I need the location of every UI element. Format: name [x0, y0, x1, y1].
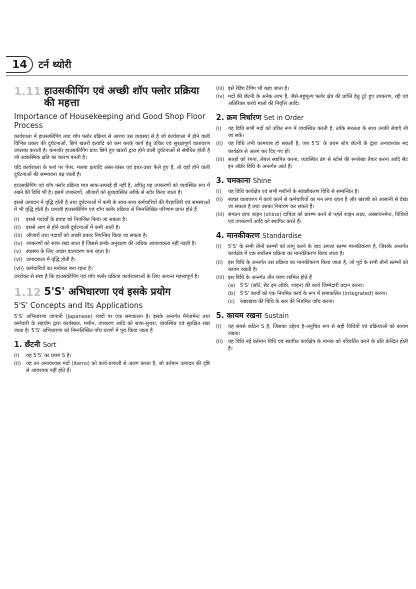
list-item	[216, 260, 408, 274]
section-title-hindi: हाउसकीपिंग एवं अच्छी शॉप फ्लोर प्रक्रिया की महत्ता	[44, 86, 200, 109]
section-heading-1-12	[14, 287, 210, 299]
list-text: स्वच्छ वातावरण में कार्य करने से कर्मचारियों का मन लगा रहता है और खराबी को आसानी से देखा जा सकता है तथा उसका निवारण कर सकते हैं।	[228, 196, 408, 211]
list-marker: (i)	[14, 352, 20, 359]
subheading-standardise	[216, 231, 408, 241]
subheading-hindi: 4. मानकीकरण	[216, 231, 260, 241]
list-text: यह उन अनावश्यक मदों (items) को कार्य-प्रणाली से अलग करता है, जो वर्तमान उत्पादन की दृष्टि से आवश्यक नहीं होते हैं।	[26, 361, 210, 375]
list-text: कर्मचारियों का मनोबल बना रहता है।	[26, 265, 93, 272]
list-marker: (iii)	[14, 233, 23, 240]
list-marker: (i)	[216, 126, 222, 133]
paragraph: उपरोक्त से स्पष्ट है कि हाउसकीपिंग एवं शॉप फ्लोर प्रक्रिया कार्यशालाओं के लिए अत्यन्त महत्त्वपूर्ण है।	[14, 273, 200, 280]
list-marker: (ii)	[216, 259, 223, 266]
list-item	[216, 86, 408, 93]
section-title-hindi: 5'S' अभिधारणा एवं इसके प्रयोग	[44, 286, 171, 298]
subheading-shine	[216, 176, 408, 186]
list-marker: (ii)	[216, 339, 223, 346]
sub-list-item	[216, 283, 408, 290]
list-item	[216, 157, 408, 171]
paragraph: इससे उत्पादन में वृद्धि होती है तथा दुर्घटनाओं में कमी के साथ-साथ कर्मचारियों की गैरहाजिरी एवं समस्याओं में भी वृद्धि होती है। प्रभावी हाउसकीपिंग एवं शॉप फ्लोर प्रक्रिया से निम्नलिखित परिणाम प्राप्त होते हैं	[14, 199, 210, 213]
list-text: इससे पदार्थों के प्रवाह को नियन्त्रित किया जा सकता है।	[26, 216, 127, 223]
list-marker: (ii)	[216, 196, 223, 203]
list-text: 5'S' (सॉर्ट, सैट इन ऑर्डर, शाइन) की कार्य जिम्मेदारी प्रदान करना।	[240, 282, 364, 289]
list-text: संगठन प्रायः शाइन (shine) दायित्व को प्रारम्भ करने से पहले शाइन लक्ष्य, अस्सायनमेन्ट, विधियों एवं उपकरणों आदि को स्थापित करते हैं।	[228, 212, 408, 226]
list-item	[216, 339, 408, 353]
subheading-hindi: 3. चमकाना	[216, 175, 251, 185]
list-item	[14, 225, 210, 232]
list-marker: (ii)	[14, 361, 21, 368]
list-marker: (c)	[228, 298, 235, 305]
subheading-english: Set in Order	[263, 114, 304, 123]
list-item	[14, 233, 210, 240]
list-marker: (iii)	[216, 156, 225, 163]
list-text: सतहों को रंगना, लेबल स्थापित करना, व्यवस्थित ढंग से स्टोर्स की रूपरेखा तैयार करना आदि सैट इन ऑर्डर विधि के अन्तर्गत आते हैं।	[228, 156, 408, 170]
list-marker: (ii)	[14, 225, 21, 232]
list-text: यह विधि सभी मदों को उचित रूप में व्यवस्थित करती है, ताकि सरलता के साथ उनकी सेवाएँ ली जा सकें।	[228, 126, 408, 140]
list-item	[14, 241, 210, 248]
subheading-english: Sort	[42, 340, 57, 349]
section-title-english: Importance of Housekeeping and Good Shop Floor Process	[14, 112, 206, 130]
list-item	[14, 353, 210, 360]
paragraph: कार्यशाला में हाउसकीपिंग तथा शॉप फ्लोर प्रक्रिया से आशय उस व्यवस्था से है जो कार्यशाला में होने वाली विभिन्न प्रकार की दुर्घटनाओं, छिपे खतरों इत्यादि को कम करके कार्य हेतु उचित एवं सुरक्षापूर्ण वातावरण उपलब्ध कराती है। कमजोर हाउसकीपिंग प्रायः छिपे हुए खतरों द्वारा होने वाली दुर्घटनाओं से संबंधित होती है जो आकस्मिक क्षति का कारण बनती है।	[14, 134, 210, 162]
paragraph: यदि कार्यशाला के फर्श पर पेपर, मलबा इत्यादि अस्त-व्यस्त एवं इधर-उधर फैले हुए हैं, तो वहाँ होने वाली दुर्घटनाओं की सम्भावना बढ़ जाती है।	[14, 165, 210, 179]
list-text: इससे आग से होने वाली दुर्घटनाओं में कमी आती है।	[26, 225, 121, 232]
list-marker: (i)	[216, 324, 222, 331]
list-item	[216, 212, 408, 226]
list-text: इस विधि के अन्तर्गत तीन चरण शामिल होते हैं	[228, 274, 312, 281]
list-text: यह सबसे कठिन S है, जिसका उद्देश्य है-अनुचित रूप से सही विधियों एवं प्रक्रियाओं को कायम रखना।	[228, 324, 408, 338]
header-divider	[6, 75, 408, 76]
subheading-sustain	[216, 311, 408, 321]
subheading-hindi: 2. क्रम निर्धारण	[216, 113, 262, 123]
list-item	[14, 249, 210, 256]
list-marker: (v)	[14, 249, 21, 256]
list-marker: (iii)	[216, 274, 225, 281]
subheading-hindi: 5. कायम रखना	[216, 311, 262, 321]
section-number: 1.11	[14, 85, 42, 98]
list-item	[14, 361, 210, 375]
subheading-set-in-order	[216, 113, 408, 123]
list-item	[216, 141, 408, 155]
list-text: यह विधि तभी कामयाब हो सकती है, जब 5'S' के प्रथम स्टेप छँटनी के द्वारा अनावश्यक मद कार्यक्षेत्र से अलग कर दिए गए हों।	[228, 141, 408, 155]
results-list	[14, 217, 210, 273]
right-column	[216, 86, 408, 354]
list-marker: (iv)	[216, 94, 225, 101]
subheading-english: Sustain	[264, 312, 289, 321]
list-item	[14, 257, 210, 264]
list-marker: (iv)	[14, 241, 23, 248]
paragraph: हाउसकीपिंग एवं शॉप फ्लोर प्रक्रिया मात्र साफ-सफाई ही नहीं है, अपितु यह उपकरणों को व्यवस्थित रूप में रखने की विधि भी है। इसमें उपकरणों, औजारों को सुव्यवस्थित तरीके से स्टोर किया जाता है।	[14, 182, 210, 196]
subheading-sort	[14, 340, 210, 350]
list-marker: (a)	[228, 282, 236, 289]
list-item	[216, 197, 408, 211]
list-text: उपकरणों को साफ रखा जाता है जिससे इनके अनुरक्षण की अधिक आवश्यकता नहीं पड़ती है।	[26, 241, 197, 248]
list-marker: (i)	[216, 244, 222, 251]
list-text: स्वास्थ्य के लिए अच्छा वातावरण बना रहता है।	[26, 249, 111, 256]
list-item	[14, 266, 210, 273]
subheading-english: Shine	[252, 176, 272, 185]
list-item	[216, 94, 408, 108]
list-text: यह 5'S' का प्रथम S है।	[26, 352, 72, 359]
section-heading-1-11	[14, 86, 210, 110]
list-item	[216, 244, 408, 258]
paragraph: 5'S' अभिधारणा जापानी (Japanese) शब्दों पर एक समाकलन है। इसके अन्तर्गत मैनेजमेन्ट तथा कर्मचारी के सहयोग द्वारा कार्यस्थल, मशीन, उपकरण आदि को साफ-सुथरा, व्यवस्थित एवं सुरक्षित रखा जाता है। 5'S' अभिधारणा को निम्नलिखित पाँच चरणों में पूरा किया जाता है	[14, 313, 210, 334]
list-text: यह विधि नई वर्तमान विधि एवं स्थापित कार्यक्षेत्र के मानक को परिवर्तित करने के प्रति केन्द्रित होती है।	[228, 339, 408, 353]
list-text: रखरखाव की विधि के स्तर की नियमित जाँच करना।	[240, 298, 335, 305]
subheading-english: Standardise	[262, 232, 302, 241]
list-marker: (vii)	[14, 265, 24, 272]
list-marker: (ii)	[216, 141, 223, 148]
list-marker: (b)	[228, 290, 236, 297]
left-column	[14, 86, 210, 376]
list-item	[216, 324, 408, 338]
list-marker: (iii)	[216, 86, 225, 92]
list-marker: (i)	[14, 216, 20, 223]
sub-list-item	[216, 299, 408, 306]
list-text: उत्पादकता में वृद्धि होती है।	[26, 257, 76, 264]
list-text: औजारों तथा पदार्थों को अच्छी प्रकार नियन्त्रित किया जा सकता है।	[26, 233, 148, 240]
subheading-hindi: 1. छँटनी	[14, 339, 41, 349]
sub-list-item	[216, 291, 408, 298]
list-item	[216, 189, 408, 196]
list-text: मदों की छँटनी के अनेक लाभ हैं, जैसे-बहुमूल्य फ्लोर क्षेत्र की प्राप्ति हेतु टूटे हुए उपकरण, रद्दी एवं अतिरिक्त कच्चे मालों की निवृत्ति आदि।	[228, 94, 408, 108]
list-text: यह विधि कार्यक्षेत्र एवं सभी मशीनों के स्वच्छीकरण विधि से सम्बन्धित है।	[228, 188, 360, 195]
page-number: 14	[6, 56, 33, 73]
section-number: 1.12	[14, 285, 42, 299]
list-text: 5'S' के सभी तीनों स्तम्भों को लागू करने के बाद अगला स्तम्भ मानकीकरण है, जिसके अन्तर्गत कार्यक्षेत्र में एक सर्वोत्तम प्रक्रिया का मानकीकरण किया जाता है।	[228, 244, 408, 258]
list-marker: (i)	[216, 188, 222, 195]
list-marker: (iii)	[216, 212, 225, 219]
list-marker: (vi)	[14, 257, 23, 264]
list-text: 5'S' कार्यों को एक नियमित कार्य के रूप में समाकलित (integrated) करना।	[240, 290, 387, 297]
list-text: इसे रेडिंग टैगिंग भी कहा जाता है।	[228, 86, 290, 92]
list-item	[14, 217, 210, 224]
list-item	[216, 126, 408, 140]
list-item	[216, 275, 408, 282]
section-title-english: 5'S' Concepts and Its Applications	[14, 300, 143, 310]
running-title: टर्न थ्योरी	[38, 60, 72, 71]
page-header	[6, 54, 71, 74]
list-text: इस विधि के अन्तर्गत उस प्रक्रिया का मानकीकरण किया जाता है, जो पूर्व के सभी तीनों स्तम्भों को कायम रखती है।	[228, 259, 408, 273]
